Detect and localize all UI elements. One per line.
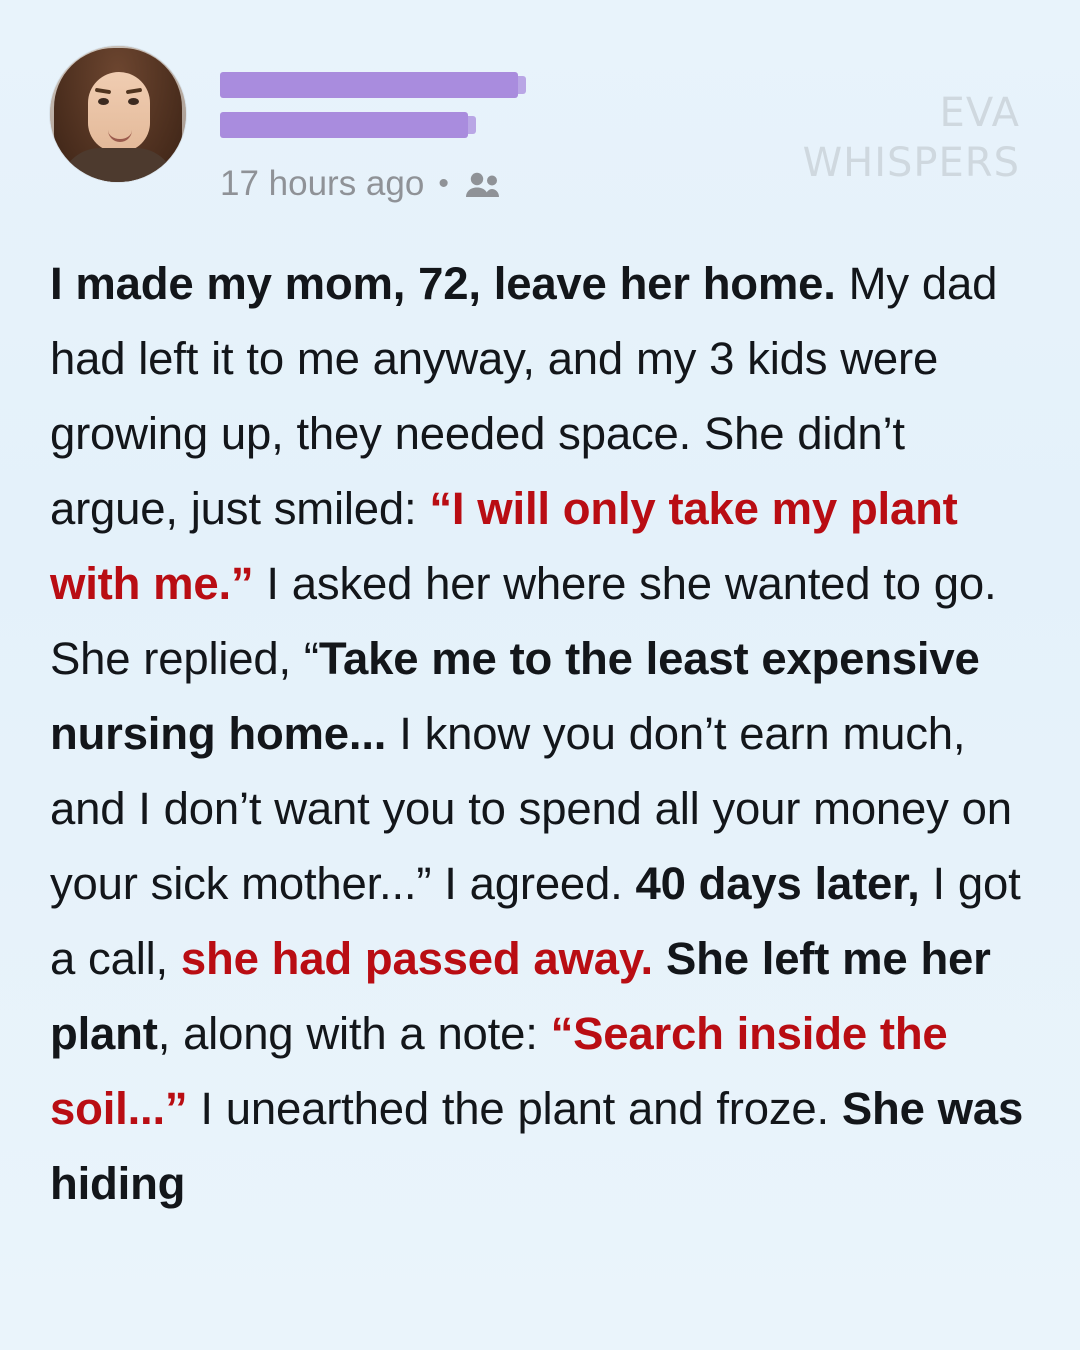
watermark-line-1: EVA <box>939 90 1020 136</box>
friends-icon[interactable] <box>463 169 501 199</box>
story-segment-text: , along with a note: <box>157 1008 551 1059</box>
meta-separator: • <box>438 167 449 200</box>
story-segment-bold: She was hiding <box>50 1083 1024 1209</box>
story-segment-text: My dad had left it to me anyway, and my 3 kids were growing up, they needed space. She didn’t argue, just smiled: <box>50 258 998 534</box>
story-segment-highlight: “I will only take my plant with me.” <box>50 483 958 609</box>
story-segment-text: I unearthed the plant and froze. <box>187 1083 842 1134</box>
post-timestamp: 17 hours ago <box>220 164 425 203</box>
avatar-eye-right <box>128 98 139 105</box>
story-segment-bold: 40 days later, <box>635 858 920 909</box>
story-segment-highlight: “Search inside the soil...” <box>50 1008 948 1134</box>
author-name-redacted <box>220 72 590 152</box>
story-segment-text: I asked her where she wanted to go. She replied, “ <box>50 558 997 684</box>
story-segment-text: I got a call, <box>50 858 1021 984</box>
story-segment-bold: Take me to the least expensive nursing home... <box>50 633 980 759</box>
story-segment-highlight: she had passed away. <box>180 933 654 984</box>
post-meta <box>220 164 501 204</box>
story-segment-text: I know you don’t earn much, and I don’t want you to spend all your money on your sick mother...” I agreed. <box>50 708 1012 909</box>
story-segment-text <box>653 933 666 984</box>
avatar[interactable] <box>50 46 186 182</box>
story-segment-bold: She left me her plant <box>50 933 991 1059</box>
redaction-bar-line2 <box>220 112 468 138</box>
post-body-text <box>50 246 1030 1221</box>
post-header <box>50 46 1030 236</box>
redaction-bar-line1 <box>220 72 518 98</box>
avatar-eye-left <box>98 98 109 105</box>
watermark-line-2: WHISPERS <box>802 140 1020 186</box>
watermark <box>803 88 1020 188</box>
story-segment-bold: I made my mom, 72, leave her home. <box>50 258 836 309</box>
